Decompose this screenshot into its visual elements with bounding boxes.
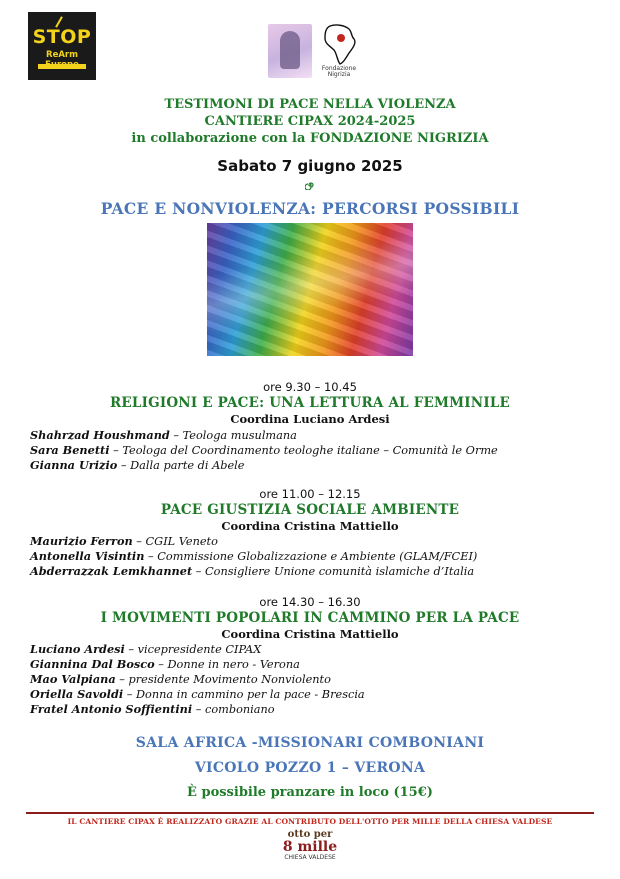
speaker-line	[30, 534, 600, 548]
africa-map-icon	[316, 22, 362, 66]
speaker-name: Sara Benetti	[30, 443, 110, 457]
event-theme: PACE E NONVIOLENZA: PERCORSI POSSIBILI	[100, 199, 520, 218]
session-time: ore 9.30 – 10.45	[263, 380, 357, 394]
session-time: ore 14.30 – 16.30	[259, 595, 361, 609]
speaker-line	[30, 702, 600, 716]
otto-logo-line1: otto per	[287, 829, 333, 840]
speaker-role: – Donne in nero - Verona	[154, 658, 300, 671]
speaker-role: – comboniano	[192, 703, 275, 716]
session-coordinator: Coordina Cristina Mattiello	[221, 627, 399, 641]
session-coordinator: Coordina Cristina Mattiello	[221, 519, 399, 533]
rearm-europe-text: ReArm	[46, 50, 78, 60]
speaker-line	[30, 458, 600, 472]
speaker-name: Gianna Urizio	[30, 458, 118, 472]
speaker-role: – Consigliere Unione comunità islamiche d’Italia	[192, 565, 475, 578]
speaker-role: – Donna in cammino per la pace - Brescia	[123, 688, 365, 701]
speaker-line	[30, 549, 600, 563]
collaboration-line: in collaborazione con la FONDAZIONE NIGRIZIA	[131, 131, 489, 146]
speaker-name: Maurizio Ferron	[30, 534, 133, 548]
speaker-name: Fratel Antonio Soffientini	[30, 702, 193, 716]
speaker-line	[30, 642, 600, 656]
footer-divider	[26, 812, 594, 814]
speaker-line	[30, 443, 600, 457]
session-title: PACE GIUSTIZIA SOCIALE AMBIENTE	[160, 502, 460, 518]
speaker-line	[30, 657, 600, 671]
peace-flag-photo	[207, 223, 413, 356]
speaker-role: – presidente Movimento Nonviolento	[115, 673, 331, 686]
logo-bar	[38, 64, 86, 69]
stop-logo-text: STOP	[32, 26, 92, 48]
funding-note: IL CANTIERE CIPAX È REALIZZATO GRAZIE AL CONTRIBUTO DELL'OTTO PER MILLE DELLA CHIESA VALDESE	[67, 817, 553, 826]
otto-per-mille-logo	[278, 830, 342, 870]
lunch-note: È possibile pranzare in loco (15€)	[187, 785, 433, 800]
speaker-name: Antonella Visintin	[30, 549, 145, 563]
otto-logo-line2: 8 mille	[282, 839, 338, 855]
session-title: RELIGIONI E PACE: UNA LETTURA AL FEMMINILE	[109, 395, 511, 411]
speaker-role: – CGIL Veneto	[132, 535, 218, 548]
session-time: ore 11.00 – 12.15	[259, 487, 361, 501]
cipax-logo	[268, 24, 312, 78]
speaker-role: – Dalla parte di Abele	[117, 459, 245, 472]
speaker-line	[30, 428, 600, 442]
venue-address: VICOLO POZZO 1 – VERONA	[194, 760, 426, 776]
event-date: Sabato 7 giugno 2025	[217, 157, 403, 175]
speaker-role: – Commissione Globalizzazione e Ambiente (GLAM/FCEI)	[144, 550, 478, 563]
speaker-name: Shahrzad Houshmand	[30, 428, 170, 442]
speaker-role: – Teologa del Coordinamento teologhe italiane – Comunità le Orme	[109, 444, 498, 457]
spiral-icon	[305, 180, 315, 190]
stop-rearm-europe-logo	[28, 12, 96, 80]
speaker-role: – vicepresidente CIPAX	[124, 643, 262, 656]
nigrizia-logo-text: Fondazione Nigrizia	[321, 65, 357, 78]
speaker-name: Giannina Dal Bosco	[30, 657, 155, 671]
venue-name: SALA AFRICA -MISSIONARI COMBONIANI	[135, 735, 485, 751]
speaker-name: Mao Valpiana	[30, 672, 116, 686]
session-coordinator: Coordina Luciano Ardesi	[230, 412, 390, 426]
speaker-line	[30, 564, 600, 578]
event-series-title: TESTIMONI DI PACE NELLA VIOLENZA	[164, 97, 456, 112]
speaker-name: Oriella Savoldi	[30, 687, 124, 701]
speaker-line	[30, 672, 600, 686]
speaker-role: – Teologa musulmana	[169, 429, 297, 442]
speaker-name: Luciano Ardesi	[30, 642, 125, 656]
chiesa-valdese-text: CHIESA VALDESE	[284, 854, 336, 861]
session-title: I MOVIMENTI POPOLARI IN CAMMINO PER LA PACE	[100, 610, 520, 626]
cantiere-title: CANTIERE CIPAX 2024-2025	[204, 114, 416, 129]
figure-icon	[280, 31, 300, 69]
fondazione-nigrizia-logo	[316, 22, 362, 80]
speaker-line	[30, 687, 600, 701]
speaker-name: Abderrazzak Lemkhannet	[30, 564, 193, 578]
